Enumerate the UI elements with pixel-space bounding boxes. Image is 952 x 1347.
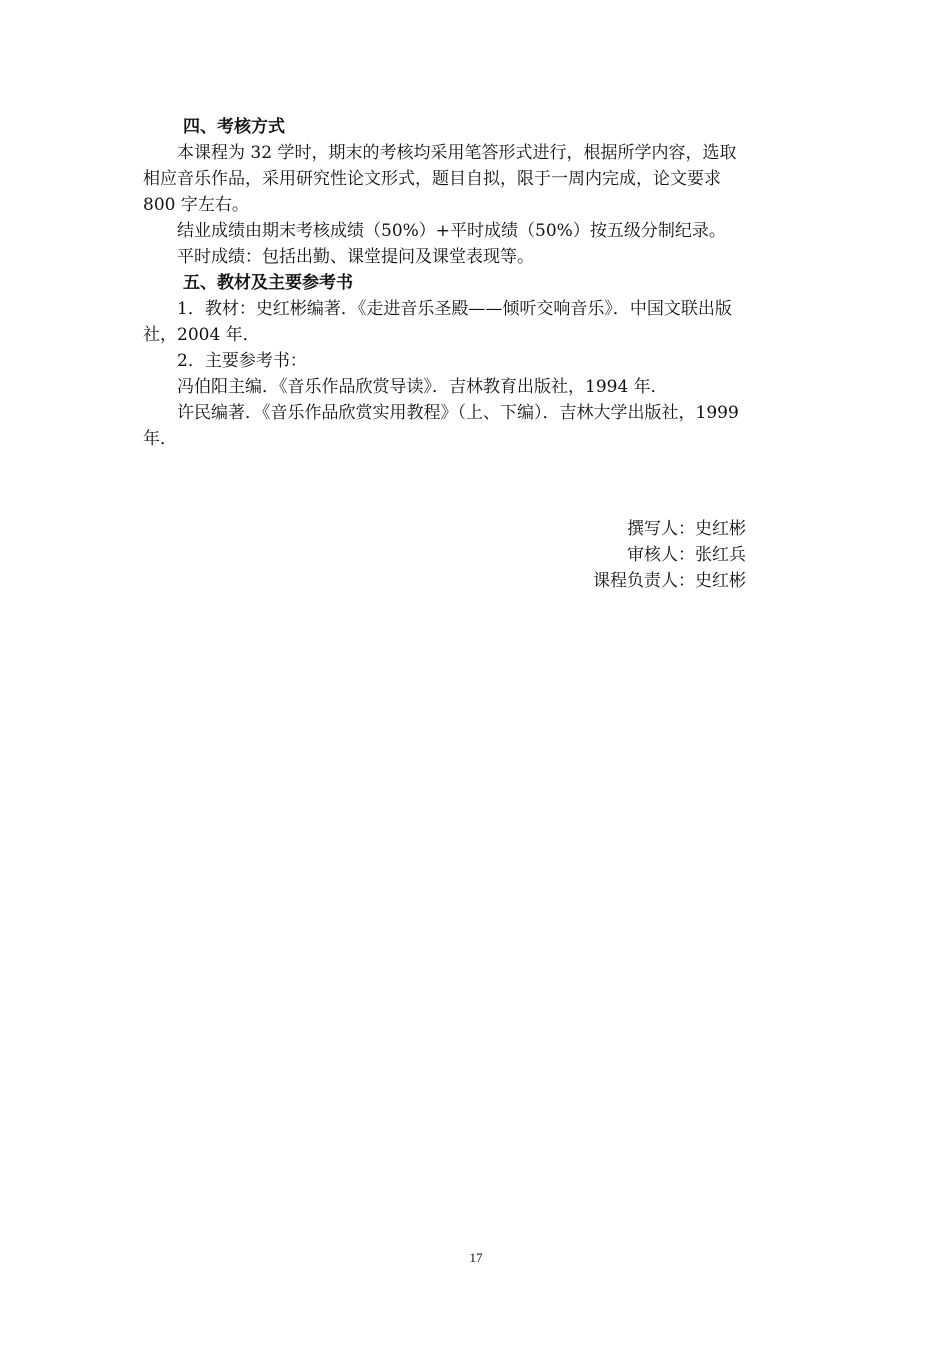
textbook-line2: 社，2004 年．	[143, 325, 260, 345]
document-body	[143, 114, 813, 452]
references-label: 2．主要参考书：	[177, 351, 307, 371]
reference-item-2-line1: 许民编著．《音乐作品欣赏实用教程》（上、下编）．吉林大学出版社，1999	[177, 403, 739, 423]
section5-heading: 五、教材及主要参考书	[183, 273, 353, 293]
section4-para3: 平时成绩：包括出勤、课堂提问及课堂表现等。	[177, 247, 534, 267]
reference-item-1: 冯伯阳主编．《音乐作品欣赏导读》．吉林教育出版社，1994 年．	[177, 377, 668, 397]
signature-block	[520, 516, 746, 594]
section4-para1-line2: 相应音乐作品，采用研究性论文形式，题目自拟，限于一周内完成，论文要求	[143, 169, 721, 189]
writer-signature: 撰写人：史红彬	[627, 519, 746, 539]
page-number: 17	[469, 1250, 483, 1265]
section4-para2: 结业成绩由期末考核成绩（50%）+平时成绩（50%）按五级分制纪录。	[177, 221, 726, 241]
section4-para1-line1: 本课程为 32 学时，期末的考核均采用笔答形式进行，根据所学内容，选取	[177, 143, 737, 163]
reference-item-2-line2: 年．	[143, 429, 177, 449]
section4-para1-line3: 800 字左右。	[143, 195, 249, 215]
reviewer-signature: 审核人：张红兵	[627, 545, 746, 565]
textbook-line1: 1．教材：史红彬编著．《走进音乐圣殿——倾听交响音乐》．中国文联出版	[177, 299, 732, 319]
course-lead-signature: 课程负责人：史红彬	[593, 571, 746, 591]
section4-heading: 四、考核方式	[183, 117, 285, 137]
